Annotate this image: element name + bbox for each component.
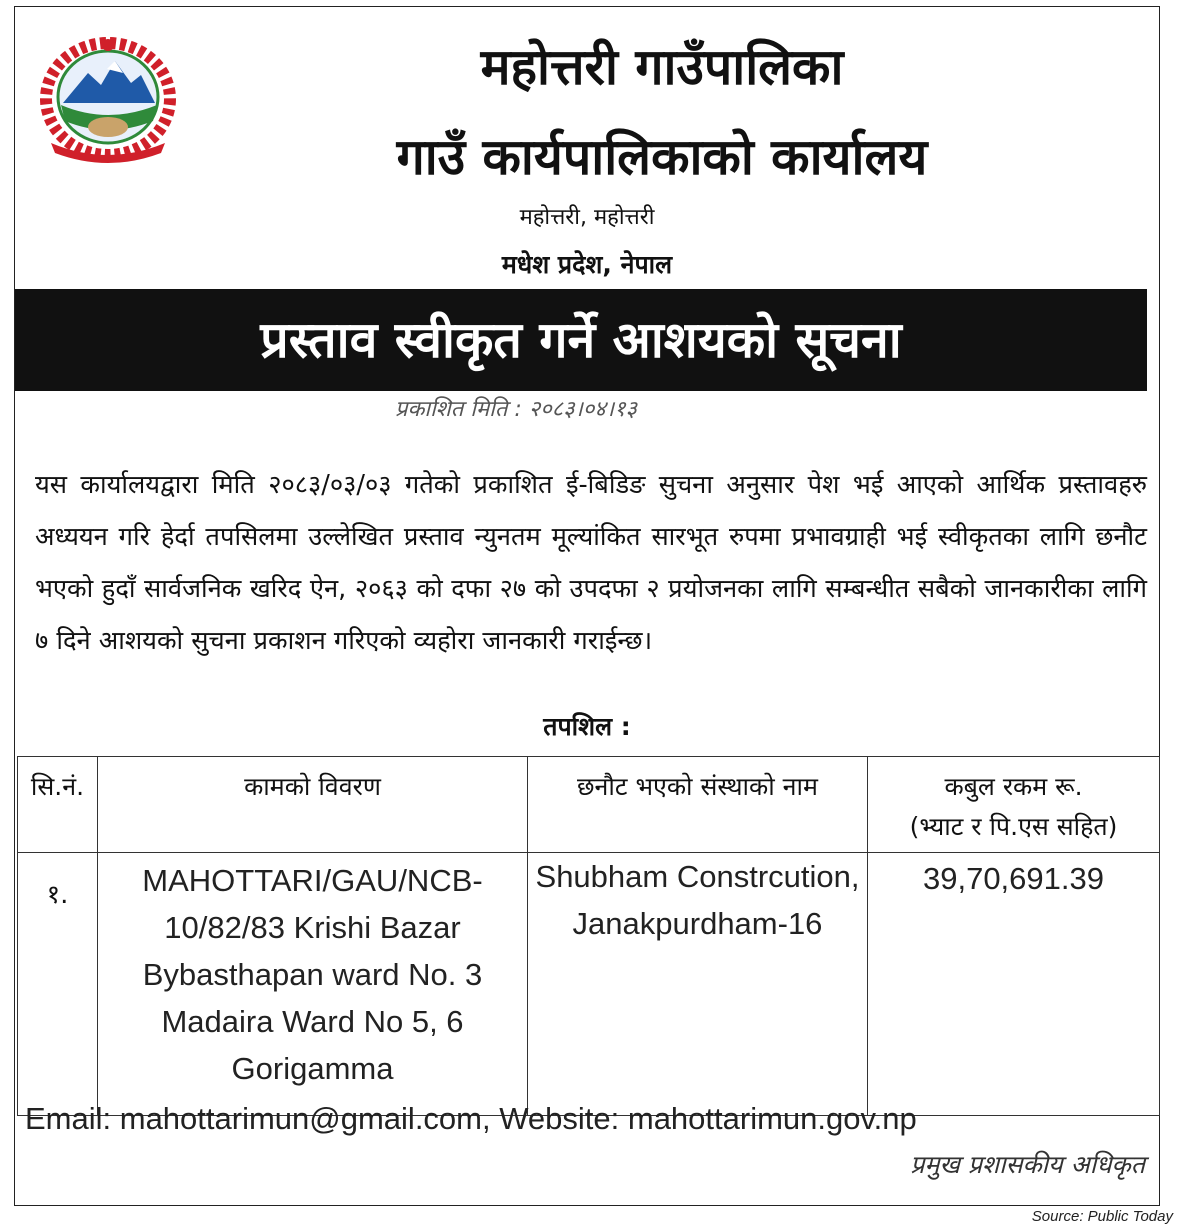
header-bid-amount-line1: कबुल रकम रू. xyxy=(944,772,1083,801)
row-bid-amount: 39,70,691.39 xyxy=(868,853,1160,1116)
office-address: महोत्तरी, महोत्तरी xyxy=(519,205,655,230)
header-work-description: कामको विवरण xyxy=(98,757,528,853)
header-bid-amount xyxy=(868,757,1160,853)
schedule-label: तपशिल : xyxy=(543,712,631,741)
table-header-row xyxy=(18,757,1160,853)
signatory-title: प्रमुख प्रशासकीय अधिकृत xyxy=(910,1150,1145,1179)
contact-info: Email: mahottarimun@gmail.com, Website: mahottarimun.gov.np xyxy=(25,1101,917,1136)
header-serial-number: सि.नं. xyxy=(18,757,98,853)
notice-heading-banner: प्रस्ताव स्वीकृत गर्ने आशयको सूचना xyxy=(15,289,1147,391)
source-credit: Source: Public Today xyxy=(1031,1208,1173,1225)
office-title: गाउँ कार्यपालिकाको कार्यालय xyxy=(396,128,928,186)
municipality-title: महोत्तरी गाउँपालिका xyxy=(480,38,844,96)
row-serial-number: १. xyxy=(18,853,98,1116)
notice-document xyxy=(14,6,1160,1206)
office-province: मधेश प्रदेश, नेपाल xyxy=(501,250,673,279)
header-bid-amount-line2: (भ्याट र पि.एस सहित) xyxy=(909,812,1118,841)
published-date: प्रकाशित मिति : २०८३।०४।१३ xyxy=(395,397,637,422)
row-selected-company: Shubham Constrcution, Janakpurdham-16 xyxy=(528,853,868,1116)
table-row xyxy=(18,853,1160,1116)
selected-bid-table xyxy=(17,756,1160,1116)
row-work-description: MAHOTTARI/GAU/NCB-10/82/83 Krishi Bazar Bybasthapan ward No. 3 Madaira Ward No 5, 6 Gorigamma xyxy=(98,853,528,1116)
header-selected-company: छनौट भएको संस्थाको नाम xyxy=(528,757,868,853)
notice-body-paragraph: यस कार्यालयद्वारा मिति २०८३/०३/०३ गतेको प्रकाशित ई-बिडिङ सुचना अनुसार पेश भई आएको आर्थिक प्रस्तावहरु अध्ययन गरि हेर्दा तपसिलमा उल्लेखित प्रस्ताव न्युनतम मूल्यांकित सारभूत रुपमा प्रभावग्राही भई स्वीकृतका लागि छनौट भएको हुदाँ सार्वजनिक खरिद ऐन, २०६३ को दफा २७ को उपदफा २ प्रयोजनका लागि सम्बन्धीत सबैको जानकारीका लागि ७ दिने आशयको सुचना प्रकाशन गरिएको व्यहोरा जानकारी गराईन्छ। xyxy=(35,470,1147,656)
